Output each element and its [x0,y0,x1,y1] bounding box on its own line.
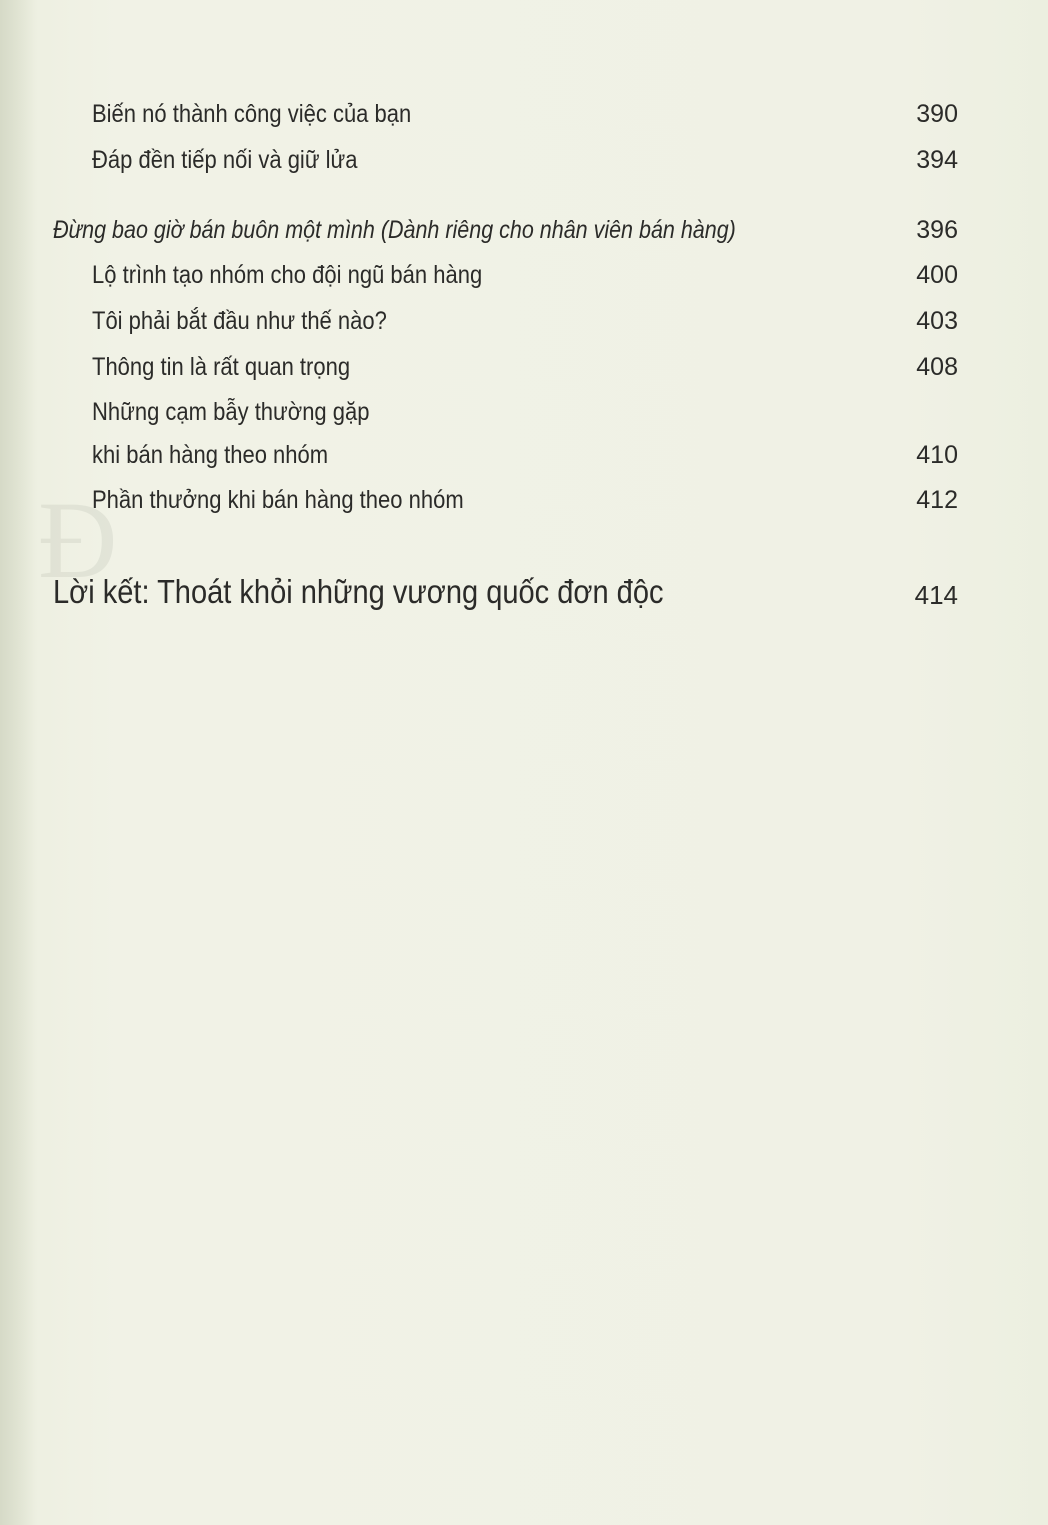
toc-entry-page: 390 [916,100,958,128]
toc-entry[interactable] [0,441,1048,475]
toc-entry-page: 408 [916,353,958,381]
toc-entry[interactable] [0,486,1048,520]
toc-entry-title: Tôi phải bắt đầu như thế nào? [92,307,387,335]
toc-epilogue-title: Lời kết: Thoát khỏi những vương quốc đơn độc [53,573,664,610]
toc-entry[interactable] [0,100,1048,134]
toc-chapter-entry[interactable] [0,216,1048,250]
toc-entry-page: 412 [916,486,958,514]
toc-entry[interactable] [0,146,1048,180]
toc-entry[interactable] [0,353,1048,387]
toc-epilogue-entry[interactable] [0,573,1048,617]
toc-entry-title: Đáp đền tiếp nối và giữ lửa [92,146,358,174]
toc-entry-page: 410 [916,441,958,469]
toc-entry-title: Thông tin là rất quan trọng [92,353,351,381]
toc-entry-title: Phần thưởng khi bán hàng theo nhóm [92,486,464,514]
toc-chapter-title: Đừng bao giờ bán buôn một mình (Dành riêng cho nhân viên bán hàng) [53,216,736,244]
toc-entry-title: Lộ trình tạo nhóm cho đội ngũ bán hàng [92,261,483,289]
toc-entry[interactable] [0,261,1048,295]
toc-entry-page: 394 [916,146,958,174]
toc-entry-title: khi bán hàng theo nhóm [92,441,329,469]
toc-entry[interactable] [0,307,1048,341]
toc-entry-page: 414 [914,580,958,610]
toc-entry-page: 396 [916,216,958,244]
toc-entry-title: Những cạm bẫy thường gặp [92,398,370,426]
toc-entry[interactable] [0,398,1048,432]
toc-entry-page: 400 [916,261,958,289]
bleed-through-dropcap: Đ [38,479,118,601]
toc-entry-title: Biến nó thành công việc của bạn [92,100,412,128]
toc-entry-page: 403 [916,307,958,335]
